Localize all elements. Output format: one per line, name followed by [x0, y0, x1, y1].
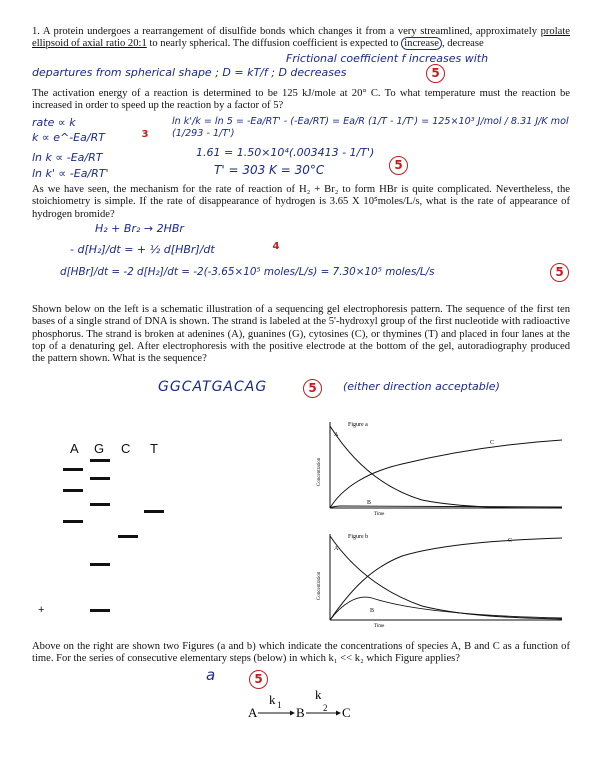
q1-answer-line2: departures from spherical shape ; D = kT/f ; D decreases — [32, 66, 347, 79]
q4-text: Shown below on the left is a schematic illustration of a sequencing gel electrophoresis pattern. The sequence of the first ten bases of a single strand of DNA is shown. The strand is labeled at the 5'-hydroxyl group of the first nucleotide with radioactive phosphorus. The strand is broken at adenines (A), guanines (G), cytosines (C), or thymines (T) and placed in four lanes at the top of a denaturing gel. After electrophoresis with the positive electrode at the bottom of the gel, autoradiography produced the pattern shown. What is the sequence? — [32, 304, 570, 365]
figure-a-label-b: B — [367, 500, 372, 506]
q2-score: 5 — [389, 156, 408, 175]
figure-a-x-label: Time — [374, 512, 385, 516]
figure-b — [312, 528, 572, 633]
q4-hw-note: (either direction acceptable) — [343, 380, 500, 393]
lane-label-g: G — [94, 441, 105, 456]
lane-label-c: C — [121, 441, 131, 456]
lane-label-a: A — [70, 441, 79, 456]
q2-hw-eq1: ln k'/k = ln 5 = -Ea/RT' - (-Ea/RT) = Ea/R (1/T - 1/T') = 125×10³ J/mol / 8.31 J/K mol (1/293 - 1/T') — [172, 116, 569, 139]
q4-hw-answer: GGCATGACAG — [158, 379, 268, 395]
gel-band — [63, 489, 83, 492]
gel-band — [144, 510, 164, 513]
scheme-k2: k — [315, 687, 322, 702]
gel-band — [90, 563, 110, 566]
q3-hw-rate2: d[HBr]/dt = -2 d[H₂]/dt = -2(-3.65×10⁵ moles/L/s) = 7.30×10⁵ moles/L/s — [60, 266, 435, 278]
q5-hw-answer: a — [206, 666, 216, 684]
scheme-species-b: B — [296, 705, 305, 720]
gel-band — [90, 503, 110, 506]
figure-b-curve-c — [330, 538, 562, 620]
q2-hw-eq3: T' = 303 K = 30°C — [214, 163, 325, 177]
scheme-species-a: A — [248, 705, 258, 720]
q1-text: 1. A protein undergoes a rearrangement of disulfide bonds which changes it from a very streamlined, approximately prolate ellipsoid of axial ratio 20:1 to nearly spherical. The diffusion coefficient is expected to increase , decrease — [32, 26, 570, 50]
gel-band — [90, 477, 110, 480]
q4-score: 5 — [303, 379, 322, 398]
q1-answer-line1: Frictional coefficient f increases with — [286, 52, 489, 65]
figure-a-y-label: Concentration — [317, 457, 322, 486]
q3-hw-rate1: - d[H₂]/dt = + ½ d[HBr]/dt — [70, 243, 215, 256]
q3-hw-rxn: H₂ + Br₂ → 2HBr — [95, 222, 184, 235]
figure-a-curve-c — [330, 440, 562, 508]
figure-b-label-a: A — [334, 546, 339, 552]
q2-text: The activation energy of a reaction is determined to be 125 kJ/mole at 20° C. To what temperature must the reaction be increased in order to speed up the reaction by a factor of 5? — [32, 88, 570, 112]
figure-b-label-b: B — [370, 608, 375, 614]
figure-b-y-label: Concentration — [317, 571, 322, 600]
reaction-scheme — [248, 686, 368, 726]
scheme-k2-sub: 2 — [323, 703, 328, 713]
q2-hw-lnk2: ln k' ∝ -Ea/RT' — [32, 167, 109, 180]
figure-a — [312, 416, 572, 521]
figure-a-label-c: C — [490, 440, 495, 446]
figure-b-title: Figure b — [348, 534, 369, 540]
q5-text: Above on the right are shown two Figures (a and b) which indicate the concentrations of species A, B and C as a function of time. For the series of consecutive elementary steps (below) in which k₁ << k₂ which Figure applies? — [32, 641, 570, 665]
gel-positive-electrode: + — [38, 604, 45, 616]
figure-b-label-c: C — [508, 538, 513, 544]
q2-hw-ln: ln k ∝ -Ea/RT — [32, 151, 103, 164]
q3-text: As we have seen, the mechanism for the rate of reaction of H₂ + Br₂ to form HBr is quite complicated. Nevertheless, the stoichiometry is simple. If the rate of disappearance of hydrogen is 3.65 X 10⁵moles/L/s, what is the rate of appearance of hydrogen bromide? — [32, 184, 570, 220]
q2-hw-k: k ∝ e^-Ea/RT — [32, 131, 105, 144]
figure-b-curve-b — [330, 597, 562, 620]
q2-hw-eq2: 1.61 = 1.50×10⁴(.003413 - 1/T') — [196, 146, 375, 159]
q3-score: 5 — [550, 263, 569, 282]
lane-label-t: T — [150, 441, 158, 456]
q5-score: 5 — [249, 670, 268, 689]
figure-a-label-a: A — [334, 432, 339, 438]
gel-band — [90, 609, 110, 612]
figure-b-curve-a — [330, 536, 562, 619]
gel-band — [63, 468, 83, 471]
figure-a-curve-a — [330, 426, 562, 508]
scheme-k1: k — [269, 692, 276, 707]
scheme-k1-sub: 1 — [277, 700, 282, 710]
figure-b-x-label: Time — [374, 624, 385, 628]
q3-small-score: 4 — [272, 241, 280, 252]
q2-hw-rate: rate ∝ k — [32, 116, 76, 129]
gel-band — [63, 520, 83, 523]
gel-band — [118, 535, 138, 538]
q1-increase-circled: increase — [401, 37, 442, 50]
q1-score: 5 — [426, 64, 445, 83]
gel-band — [90, 459, 110, 462]
q2-small-score: 3 — [141, 129, 149, 140]
scheme-species-c: C — [342, 705, 351, 720]
figure-a-title: Figure a — [348, 422, 368, 428]
